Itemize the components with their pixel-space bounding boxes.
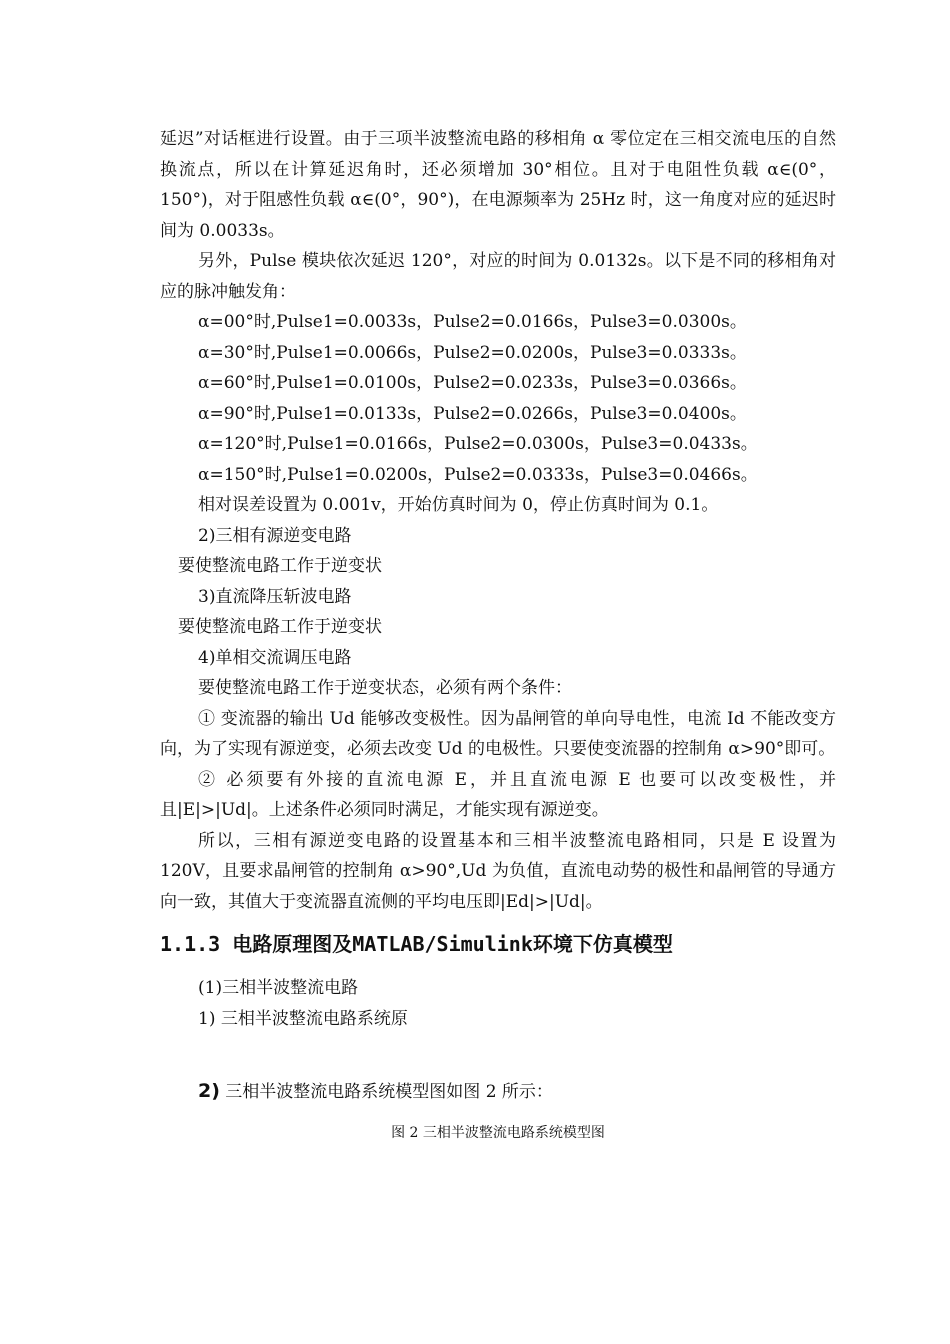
pulse-line-120: α=120°时,Pulse1=0.0166s，Pulse2=0.0300s，Pulse3=0.0433s。 bbox=[198, 434, 758, 454]
list-item-2: 2)三相有源逆变电路 bbox=[198, 525, 352, 546]
document-body bbox=[160, 124, 842, 1144]
requirement-line-3: 要使整流电路工作于逆变状态，必须有两个条件： bbox=[198, 678, 572, 698]
error-setting-line: 相对误差设置为 0.001v，开始仿真时间为 0，停止仿真时间为 0.1。 bbox=[198, 495, 719, 515]
subsection-item-2-number: 2) bbox=[198, 1080, 220, 1102]
condition-1: ① 变流器的输出 Ud 能够改变极性。因为晶闸管的单向导电性，电流 Id 不能改变方向，为了实现有源逆变，必须去改变 Ud 的电极性。只要使变流器的控制角 α>90°即可。 bbox=[160, 708, 836, 759]
pulse-line-150: α=150°时,Pulse1=0.0200s，Pulse2=0.0333s，Pulse3=0.0466s。 bbox=[198, 464, 758, 485]
list-item-4: 4)单相交流调压电路 bbox=[198, 647, 352, 668]
summary-paragraph: 所以，三相有源逆变电路的设置基本和三相半波整流电路相同，只是 E 设置为 120V，且要求晶闸管的控制角 α>90°,Ud 为负值，直流电动势的极性和晶闸管的导通方向一致，其值大于变流器直流侧的平均电压即|Ed|>|Ud|。 bbox=[160, 830, 842, 912]
pulse-line-30: α=30°时,Pulse1=0.0066s，Pulse2=0.0200s，Pulse3=0.0333s。 bbox=[198, 342, 747, 363]
condition-2: ② 必须要有外接的直流电源 E，并且直流电源 E 也要可以改变极性，并且|E|>|Ud|。上述条件必须同时满足，才能实现有源逆变。 bbox=[160, 769, 836, 820]
section-heading: 1.1.3 电路原理图及MATLAB/Simulink环境下仿真模型 bbox=[160, 932, 673, 956]
paragraph-delay-setting: 延迟”对话框进行设置。由于三项半波整流电路的移相角 α 零位定在三相交流电压的自然换流点，所以在计算延迟角时，还必须增加 30°相位。且对于电阻性负载 α∈(0°，150°)，对于阻感性负载 α∈(0°，90°)，在电源频率为 25Hz 时，这一角度对应的延迟时间为 0.0033s。 bbox=[160, 129, 836, 241]
pulse-line-0: α=00°时,Pulse1=0.0033s，Pulse2=0.0166s，Pulse3=0.0300s。 bbox=[198, 312, 747, 332]
pulse-line-60: α=60°时,Pulse1=0.0100s，Pulse2=0.0233s，Pulse3=0.0366s。 bbox=[198, 373, 747, 393]
subsection-item-2 bbox=[160, 1076, 836, 1108]
requirement-line-2: 要使整流电路工作于逆变状 bbox=[178, 617, 382, 637]
subsection-item-2-text: 三相半波整流电路系统模型图如图 2 所示： bbox=[219, 1082, 553, 1102]
figure-caption: 图 2 三相半波整流电路系统模型图 bbox=[391, 1124, 605, 1141]
list-item-3: 3)直流降压斩波电路 bbox=[198, 586, 352, 607]
pulse-line-90: α=90°时,Pulse1=0.0133s，Pulse2=0.0266s，Pulse3=0.0400s。 bbox=[198, 403, 747, 424]
paragraph-pulse-intro: 另外，Pulse 模块依次延迟 120°，对应的时间为 0.0132s。以下是不同的移相角对应的脉冲触发角： bbox=[160, 251, 836, 302]
figure-placeholder-gap bbox=[160, 1034, 836, 1076]
subsection-item-1-1: 1) 三相半波整流电路系统原 bbox=[198, 1008, 408, 1029]
requirement-line-1: 要使整流电路工作于逆变状 bbox=[178, 556, 382, 576]
subsection-item-1: (1)三相半波整流电路 bbox=[198, 978, 359, 998]
